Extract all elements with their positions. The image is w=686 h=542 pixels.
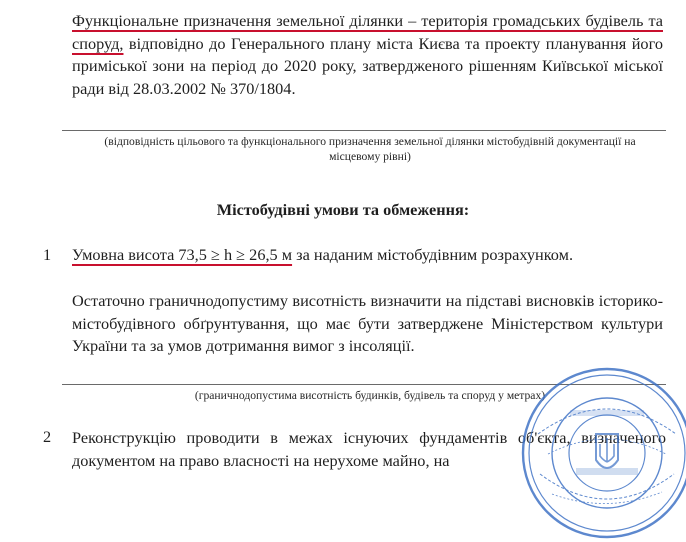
reconstruction-paragraph: Реконструкцію проводити в межах існуючих фундаментів об'єкта, визначеного документом на право власності на нерухоме майно, на <box>72 428 666 470</box>
section-heading: Містобудівні умови та обмеження: <box>216 200 470 219</box>
divider-line <box>62 130 666 131</box>
height-rest: за наданим містобудівним розрахунком. <box>292 245 574 264</box>
official-seal-stamp <box>518 364 686 542</box>
height-condition <box>72 245 573 265</box>
item-number: 2 <box>43 427 52 446</box>
land-purpose-paragraph <box>72 10 663 100</box>
land-purpose-highlight: Функціональне призначення земельної ділянки – територія громадських будівель та споруд, <box>72 11 663 53</box>
land-purpose-rest: відповідно до Генерального плану міста Києва та проекту планування його приміської зони на період до 2020 року, затвердженого рішенням Київської міської ради від 28.03.2002 № 370/1804. <box>72 33 663 98</box>
height-highlight: Умовна висота 73,5 ≥ h ≥ 26,5 м <box>72 245 293 264</box>
height-note-paragraph: Остаточно граничнодопустиму висотність визначити на підставі висновків історико-містобудівного обґрунтування, що має бути затверджене Міністерством культури України та за умов дотримання вимог з інсоляції. <box>72 291 663 355</box>
height-caption: (граничнодопустима висотність будинків, будівель та споруд у метрах) <box>194 389 546 402</box>
item-number: 1 <box>43 245 52 264</box>
land-purpose-caption: (відповідність цільового та функціонального призначення земельної ділянки містобудівній документації на місцевому рівні) <box>104 135 636 163</box>
